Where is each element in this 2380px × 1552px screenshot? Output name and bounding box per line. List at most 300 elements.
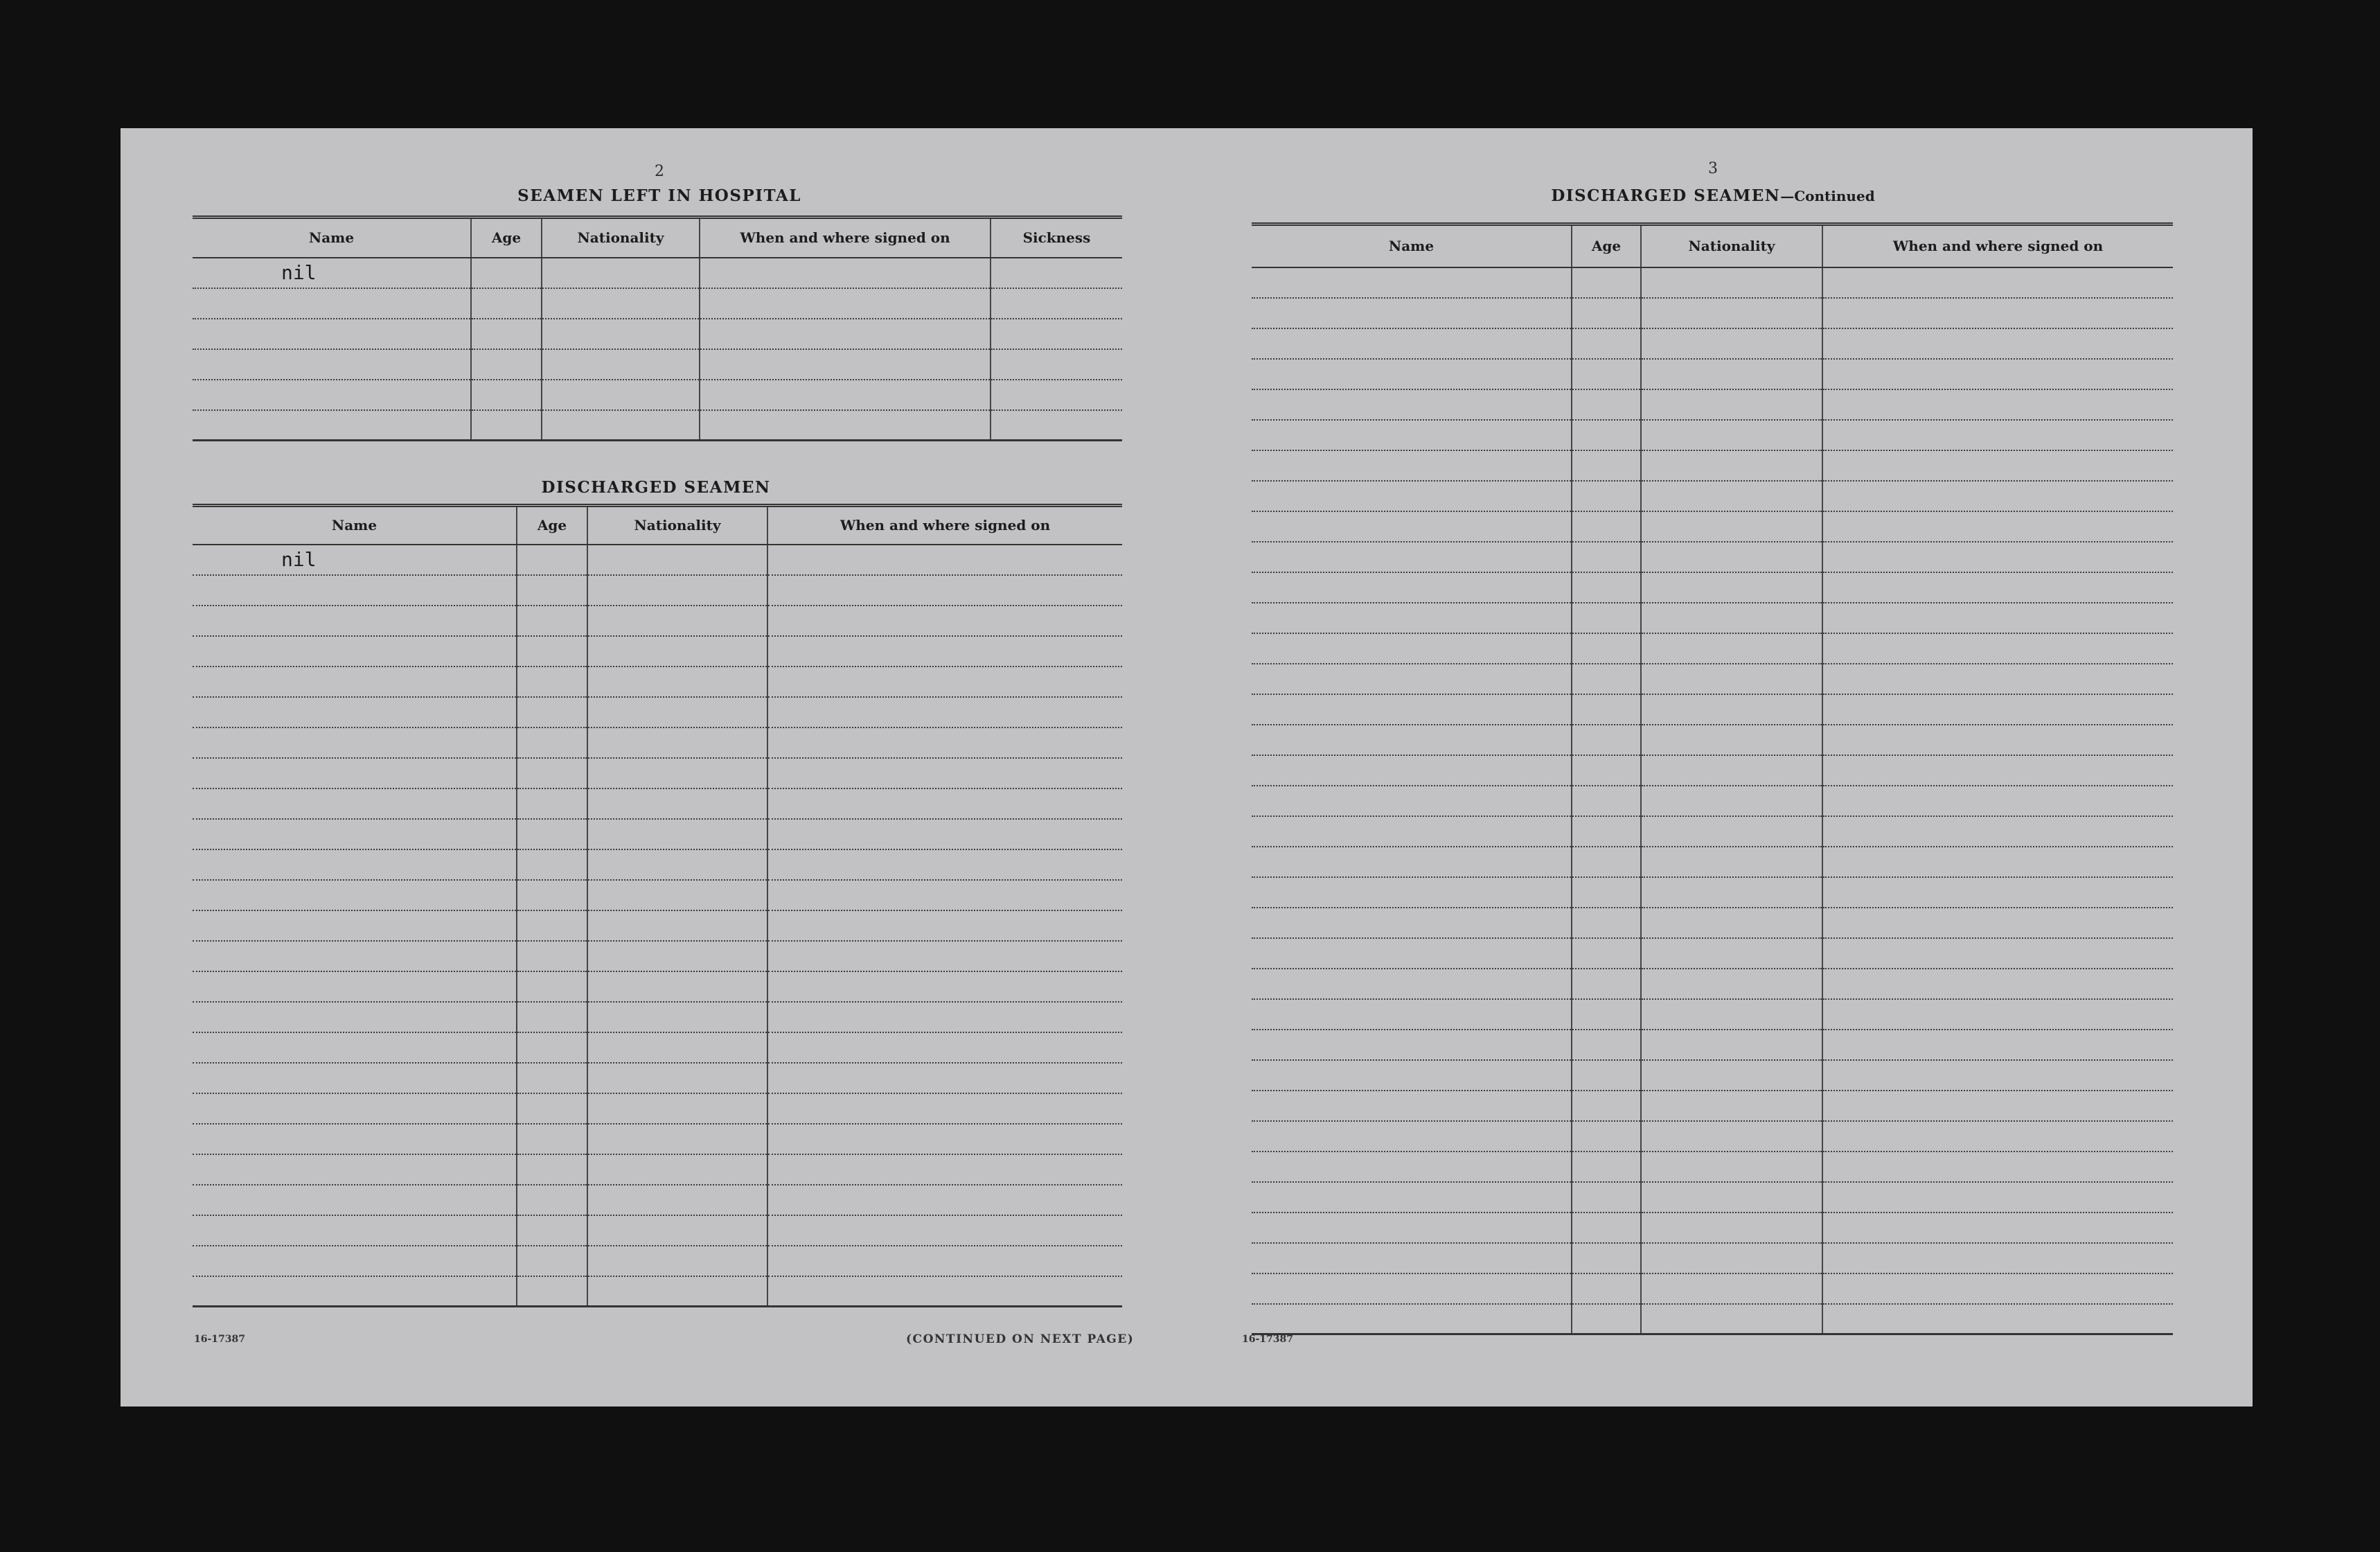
table-cell: [587, 545, 767, 575]
table-cell: [1572, 847, 1641, 877]
table-cell: [1822, 1182, 2173, 1212]
table-row: [1252, 908, 2173, 938]
cell-name: [193, 728, 517, 758]
table-cell: [1572, 1152, 1641, 1182]
column-header-age: Age: [517, 506, 587, 545]
table-cell: [767, 1093, 1122, 1124]
cell-name: [193, 288, 471, 319]
table-row: [193, 1154, 1122, 1185]
table-row: [193, 941, 1122, 971]
table-cell: [1572, 603, 1641, 633]
cell-name: [193, 910, 517, 941]
table-cell: [700, 380, 991, 410]
cell-name: [193, 1246, 517, 1276]
table-cell: [1641, 572, 1822, 603]
cell-name: [1252, 1152, 1572, 1182]
table-cell: [517, 1002, 587, 1032]
table-row: [1252, 1212, 2173, 1243]
table-cell: [1641, 1304, 1822, 1334]
table-cell: [1641, 1091, 1822, 1121]
cell-name: [1252, 633, 1572, 664]
table-cell: [587, 667, 767, 697]
table-cell: [1641, 938, 1822, 969]
cell-name: [1252, 481, 1572, 511]
table-row: [193, 1002, 1122, 1032]
cell-name: [1252, 1273, 1572, 1304]
table-row: [1252, 847, 2173, 877]
table-cell: [1822, 1091, 2173, 1121]
cell-name: [193, 1093, 517, 1124]
column-header-signed-on: When and where signed on: [700, 218, 991, 258]
table-row: [193, 1124, 1122, 1154]
cell-name: [1252, 1243, 1572, 1273]
table-row: [1252, 694, 2173, 725]
right-page: [1187, 128, 2253, 1406]
table-cell: [587, 1124, 767, 1154]
cell-name: [193, 1032, 517, 1063]
table-cell: [1572, 633, 1641, 664]
table-row: [1252, 572, 2173, 603]
table-cell: [767, 941, 1122, 971]
continued-note: (CONTINUED ON NEXT PAGE): [906, 1332, 1135, 1346]
table-cell: [1572, 938, 1641, 969]
cell-name: [1252, 847, 1572, 877]
table-row: [193, 349, 1122, 380]
cell-name: [193, 1063, 517, 1093]
table-row: [1252, 328, 2173, 359]
table-row: [193, 849, 1122, 880]
table-cell: [1822, 603, 2173, 633]
table-cell: [1572, 1121, 1641, 1152]
table-cell: [542, 410, 700, 441]
table-cell: [1822, 725, 2173, 755]
table-cell: [517, 971, 587, 1002]
table-cell: [517, 941, 587, 971]
table-cell: [1641, 603, 1822, 633]
cell-name: [1252, 328, 1572, 359]
table-cell: [1641, 1212, 1822, 1243]
table-cell: [767, 1154, 1122, 1185]
table-row: [193, 788, 1122, 819]
table-row: [1252, 938, 2173, 969]
column-header-nationality: Nationality: [587, 506, 767, 545]
cell-name: nil: [193, 258, 471, 288]
table-row: [193, 410, 1122, 441]
table-cell: [1572, 1091, 1641, 1121]
table-row: [1252, 1182, 2173, 1212]
column-header-name: Name: [193, 506, 517, 545]
table-row: [193, 971, 1122, 1002]
table-cell: [471, 380, 542, 410]
table-cell: [1572, 908, 1641, 938]
cell-name: [1252, 999, 1572, 1030]
table-cell: [1572, 542, 1641, 572]
table-cell: [517, 1246, 587, 1276]
table-cell: [767, 1215, 1122, 1246]
column-header-name: Name: [1252, 224, 1572, 267]
table-row: [1252, 542, 2173, 572]
cell-name: [193, 410, 471, 441]
table-row: [1252, 969, 2173, 999]
cell-name: [193, 758, 517, 788]
table-row: [193, 880, 1122, 910]
table-cell: [1572, 1030, 1641, 1060]
cell-name: [1252, 542, 1572, 572]
table-cell: [767, 758, 1122, 788]
cell-name: [193, 1185, 517, 1215]
table-cell: [517, 667, 587, 697]
table-cell: [991, 319, 1122, 349]
table-cell: [1641, 267, 1822, 298]
table-cell: [517, 697, 587, 728]
table-cell: [471, 410, 542, 441]
table-cell: [1641, 908, 1822, 938]
table-row: [193, 667, 1122, 697]
table-cell: [1572, 420, 1641, 450]
cell-name: [193, 941, 517, 971]
table-row: [193, 319, 1122, 349]
table-cell: [1822, 450, 2173, 481]
cell-name: [193, 1154, 517, 1185]
table-row: [193, 1246, 1122, 1276]
cell-name: [1252, 1060, 1572, 1091]
cell-name: [193, 349, 471, 380]
table-row: [193, 258, 1122, 288]
cell-name: [193, 319, 471, 349]
table-cell: [1572, 725, 1641, 755]
table-cell: [1572, 481, 1641, 511]
table-row: [1252, 420, 2173, 450]
table-cell: [517, 1124, 587, 1154]
table-cell: [1572, 389, 1641, 420]
table-cell: [1822, 298, 2173, 328]
table-cell: [1572, 1182, 1641, 1212]
table-row: [1252, 389, 2173, 420]
table-cell: [1641, 420, 1822, 450]
table-row: [1252, 603, 2173, 633]
table-cell: [517, 1154, 587, 1185]
table-cell: [517, 728, 587, 758]
table-cell: [1822, 511, 2173, 542]
table-cell: [1572, 877, 1641, 908]
table-cell: [542, 380, 700, 410]
table-cell: [587, 1215, 767, 1246]
table-cell: [1572, 267, 1641, 298]
table-row: [193, 697, 1122, 728]
table-cell: [517, 758, 587, 788]
table-cell: [1822, 1273, 2173, 1304]
table-cell: [542, 288, 700, 319]
cell-name: [1252, 511, 1572, 542]
cell-name: [1252, 298, 1572, 328]
table-cell: [587, 819, 767, 849]
title-text: DISCHARGED SEAMEN: [1551, 186, 1781, 205]
table-cell: [1641, 389, 1822, 420]
table-row: [1252, 1121, 2173, 1152]
table-cell: [700, 410, 991, 441]
table-cell: [1641, 633, 1822, 664]
page-number: 2: [655, 163, 664, 180]
table-cell: [1641, 1060, 1822, 1091]
table-cell: [767, 697, 1122, 728]
table-cell: [767, 910, 1122, 941]
column-header-nationality: Nationality: [542, 218, 700, 258]
table-cell: [1822, 999, 2173, 1030]
table-cell: [767, 1276, 1122, 1307]
left-page: [121, 128, 1187, 1406]
table-cell: [1572, 298, 1641, 328]
cell-name: [1252, 816, 1572, 847]
table-cell: [517, 636, 587, 667]
cell-name: [1252, 572, 1572, 603]
table-cell: [991, 349, 1122, 380]
table-cell: [1822, 267, 2173, 298]
table-cell: [767, 1002, 1122, 1032]
table-cell: [587, 880, 767, 910]
table-row: [193, 758, 1122, 788]
table-cell: [471, 349, 542, 380]
table-cell: [1822, 633, 2173, 664]
table-cell: [587, 1185, 767, 1215]
table-row: [193, 728, 1122, 758]
cell-name: [1252, 725, 1572, 755]
table-row: [1252, 786, 2173, 816]
table-cell: [700, 288, 991, 319]
table-row: [193, 606, 1122, 636]
cell-name: [193, 1124, 517, 1154]
table-cell: [517, 880, 587, 910]
table-cell: [587, 971, 767, 1002]
form-number: 16-17387: [1242, 1334, 1293, 1345]
cell-name: [1252, 359, 1572, 389]
table-cell: [1572, 664, 1641, 694]
table-cell: [1572, 969, 1641, 999]
table-cell: [1641, 298, 1822, 328]
table-cell: [1822, 847, 2173, 877]
table-header-row: [193, 218, 1122, 258]
table-cell: [1822, 1152, 2173, 1182]
table-cell: [1641, 847, 1822, 877]
table-cell: [1822, 1212, 2173, 1243]
table-cell: [587, 849, 767, 880]
cell-name: [193, 880, 517, 910]
table-cell: [1822, 1121, 2173, 1152]
table-row: [1252, 267, 2173, 298]
table-row: [193, 380, 1122, 410]
cell-name: [193, 849, 517, 880]
title-suffix: —Continued: [1780, 188, 1875, 204]
table-cell: [767, 788, 1122, 819]
table-cell: [1822, 420, 2173, 450]
table-cell: [1822, 542, 2173, 572]
table-cell: [1641, 450, 1822, 481]
table-row: [1252, 481, 2173, 511]
table-cell: [517, 1063, 587, 1093]
table-cell: [517, 1032, 587, 1063]
table-row: [193, 575, 1122, 606]
table-row: [1252, 1304, 2173, 1334]
table-cell: [1822, 938, 2173, 969]
table-cell: [587, 575, 767, 606]
table-cell: [542, 258, 700, 288]
table-cell: [517, 1093, 587, 1124]
hospital-section-title: SEAMEN LEFT IN HOSPITAL: [517, 186, 801, 205]
table-cell: [1822, 1030, 2173, 1060]
table-row: [1252, 816, 2173, 847]
table-cell: [767, 606, 1122, 636]
cell-name: [193, 971, 517, 1002]
document-sheet: [121, 128, 2253, 1406]
table-row: [1252, 1060, 2173, 1091]
cell-name: [193, 1002, 517, 1032]
column-header-nationality: Nationality: [1641, 224, 1822, 267]
discharged-continued-title: [1551, 186, 1874, 205]
cell-name: [1252, 786, 1572, 816]
table-row: [193, 1185, 1122, 1215]
cell-name: [193, 606, 517, 636]
table-cell: [1641, 542, 1822, 572]
table-cell: [1822, 786, 2173, 816]
column-header-sickness: Sickness: [991, 218, 1122, 258]
table-cell: [1822, 1304, 2173, 1334]
table-cell: [517, 1276, 587, 1307]
table-row: [193, 1032, 1122, 1063]
table-row: [193, 1215, 1122, 1246]
table-cell: [700, 258, 991, 288]
table-cell: [991, 288, 1122, 319]
table-cell: [1572, 999, 1641, 1030]
table-row: [1252, 1091, 2173, 1121]
column-header-name: Name: [193, 218, 471, 258]
column-header-signed-on: When and where signed on: [1822, 224, 2173, 267]
cell-name: nil: [193, 545, 517, 575]
table-cell: [1641, 725, 1822, 755]
table-cell: [587, 758, 767, 788]
table-cell: [1572, 1243, 1641, 1273]
table-cell: [1822, 969, 2173, 999]
discharged-section-title: DISCHARGED SEAMEN: [541, 478, 771, 497]
table-cell: [1822, 1243, 2173, 1273]
table-cell: [1641, 359, 1822, 389]
table-cell: [587, 910, 767, 941]
table-cell: [517, 575, 587, 606]
table-cell: [542, 319, 700, 349]
table-row: [1252, 755, 2173, 786]
table-cell: [767, 819, 1122, 849]
table-cell: [1572, 816, 1641, 847]
table-row: [1252, 298, 2173, 328]
table-cell: [1572, 1304, 1641, 1334]
table-cell: [517, 606, 587, 636]
cell-name: [1252, 877, 1572, 908]
table-cell: [1572, 786, 1641, 816]
table-cell: [587, 606, 767, 636]
table-row: [1252, 511, 2173, 542]
table-header-row: [1252, 224, 2173, 267]
cell-name: [1252, 1030, 1572, 1060]
table-cell: [587, 636, 767, 667]
table-cell: [767, 728, 1122, 758]
cell-name: [1252, 938, 1572, 969]
table-cell: [587, 1063, 767, 1093]
table-cell: [587, 941, 767, 971]
table-cell: [1572, 1060, 1641, 1091]
cell-name: [1252, 755, 1572, 786]
cell-name: [1252, 603, 1572, 633]
table-cell: [1641, 328, 1822, 359]
table-cell: [587, 697, 767, 728]
table-cell: [767, 667, 1122, 697]
table-cell: [1822, 877, 2173, 908]
table-cell: [1572, 755, 1641, 786]
cell-name: [193, 1276, 517, 1307]
discharged-continued-table: [1252, 222, 2173, 1335]
cell-name: [193, 697, 517, 728]
table-cell: [991, 410, 1122, 441]
table-header-row: [193, 506, 1122, 545]
table-cell: [1572, 1273, 1641, 1304]
cell-name: [193, 788, 517, 819]
table-cell: [587, 1246, 767, 1276]
table-cell: [1641, 511, 1822, 542]
table-cell: [1822, 1060, 2173, 1091]
table-cell: [1822, 572, 2173, 603]
table-cell: [1641, 755, 1822, 786]
table-row: [1252, 359, 2173, 389]
table-cell: [700, 319, 991, 349]
table-cell: [1572, 359, 1641, 389]
table-cell: [517, 1215, 587, 1246]
table-row: [1252, 633, 2173, 664]
table-cell: [700, 349, 991, 380]
table-row: [1252, 1273, 2173, 1304]
table-row: [193, 636, 1122, 667]
table-cell: [587, 1276, 767, 1307]
form-number: 16-17387: [194, 1334, 245, 1345]
table-cell: [767, 971, 1122, 1002]
table-cell: [1822, 664, 2173, 694]
table-cell: [1822, 908, 2173, 938]
table-row: [193, 1063, 1122, 1093]
table-cell: [1822, 755, 2173, 786]
cell-name: [193, 667, 517, 697]
table-cell: [587, 1154, 767, 1185]
table-cell: [767, 1124, 1122, 1154]
cell-name: [1252, 908, 1572, 938]
table-cell: [991, 380, 1122, 410]
table-cell: [767, 1246, 1122, 1276]
table-row: [193, 819, 1122, 849]
table-cell: [1572, 450, 1641, 481]
table-cell: [1641, 969, 1822, 999]
table-cell: [471, 288, 542, 319]
table-cell: [517, 910, 587, 941]
table-cell: [1641, 1152, 1822, 1182]
table-row: [1252, 664, 2173, 694]
table-cell: [1641, 1182, 1822, 1212]
table-cell: [1572, 694, 1641, 725]
table-cell: [1641, 1121, 1822, 1152]
table-cell: [767, 545, 1122, 575]
table-cell: [1572, 572, 1641, 603]
cell-name: [1252, 969, 1572, 999]
table-cell: [471, 319, 542, 349]
cell-name: [1252, 450, 1572, 481]
table-cell: [1822, 389, 2173, 420]
table-cell: [1641, 664, 1822, 694]
cell-name: [1252, 389, 1572, 420]
cell-name: [1252, 664, 1572, 694]
